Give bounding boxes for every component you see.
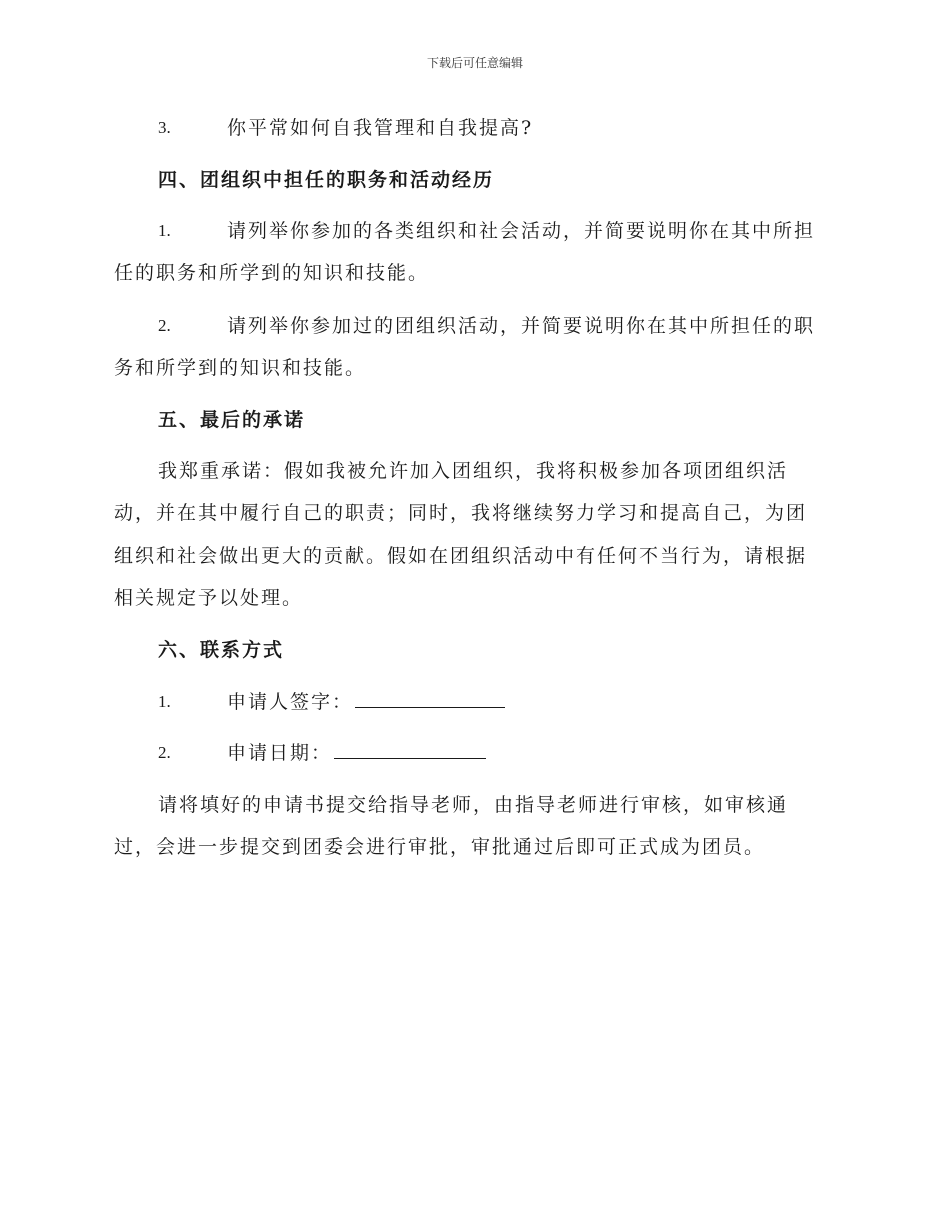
promise-line-3: 组织和社会做出更大的贡献。假如在团组织活动中有任何不当行为，请根据 — [114, 545, 808, 567]
promise-line-4: 相关规定予以处理。 — [114, 587, 304, 609]
promise-line-2: 动，并在其中履行自己的职责；同时，我将继续努力学习和提高自己，为团 — [114, 502, 808, 524]
item-number: 2. — [158, 743, 171, 762]
item-text: 请列举你参加的各类组织和社会活动，并简要说明你在其中所担 — [227, 220, 816, 242]
signature-blank[interactable] — [355, 689, 505, 708]
sec4-item-1-cont: 任的职务和所学到的知识和技能。 — [114, 262, 430, 284]
item-number: 1. — [158, 692, 171, 711]
item-text: 请列举你参加过的团组织活动，并简要说明你在其中所担任的职 — [227, 315, 816, 337]
item-number: 3. — [158, 118, 171, 137]
section-5-heading: 五、最后的承诺 — [158, 409, 306, 431]
item-number: 2. — [158, 316, 171, 335]
closing-line-2: 过，会进一步提交到团委会进行审批，审批通过后即可正式成为团员。 — [114, 836, 766, 858]
item-text: 你平常如何自我管理和自我提高? — [227, 117, 534, 139]
promise-line-1: 我郑重承诺：假如我被允许加入团组织，我将积极参加各项团组织活 — [158, 460, 789, 482]
sec4-item-2-cont: 务和所学到的知识和技能。 — [114, 357, 367, 379]
section-6-heading: 六、联系方式 — [158, 639, 285, 661]
signature-label: 申请人签字： — [227, 691, 354, 713]
section-4-heading: 四、团组织中担任的职务和活动经历 — [158, 169, 495, 191]
date-blank[interactable] — [334, 740, 486, 759]
signature-field-wrap — [227, 689, 505, 715]
closing-line-1: 请将填好的申请书提交给指导老师，由指导老师进行审核，如审核通 — [158, 794, 789, 816]
item-number: 1. — [158, 221, 171, 240]
date-label: 申请日期： — [227, 742, 333, 764]
page-header: 下载后可任意编辑 — [426, 56, 523, 70]
date-field-wrap — [227, 740, 486, 766]
